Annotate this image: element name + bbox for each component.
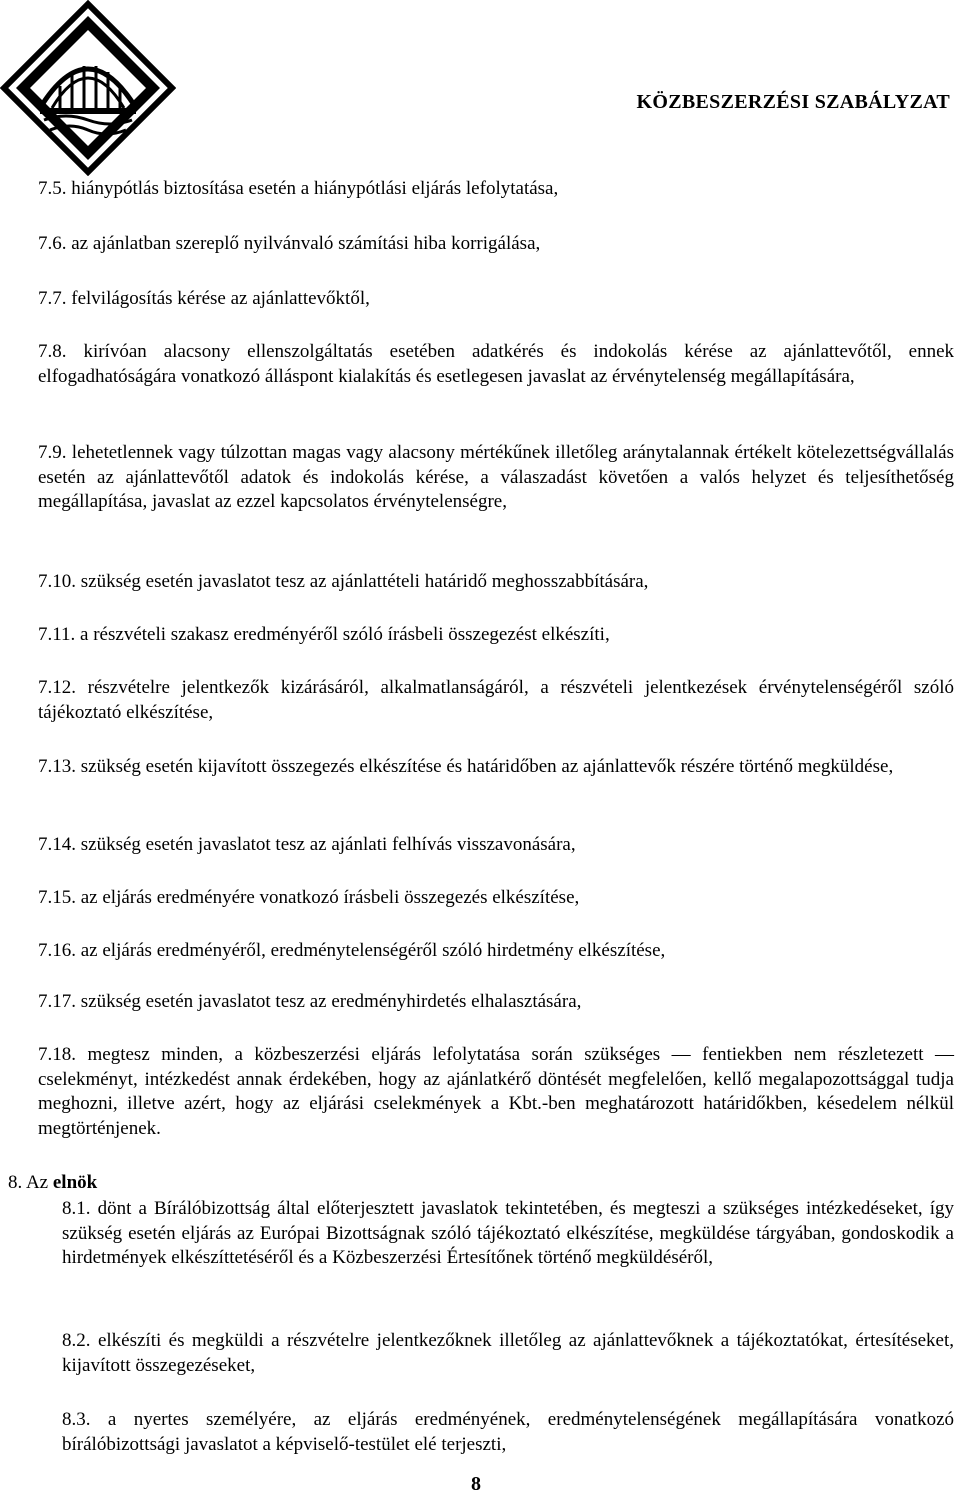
item-text: szükség esetén javaslatot tesz az ajánlattételi határidő meghosszabbítására, [80, 571, 649, 592]
item-number: 7.7. [38, 288, 67, 309]
item-text: kirívóan alacsony ellenszolgáltatás esetében adatkérés és indokolás kérése az ajánlattevőtől, ennek elfogadhatóságára vonatkozó álláspont kialakítás és esetlegesen javaslat az érvénytelenség megállapítására, [38, 341, 955, 387]
item-text: a nyertes személyére, az eljárás eredményének, eredménytelenségének megállapítására vonatkozó bírálóbizottsági javaslatot a képviselő-testület elé terjeszti, [62, 1409, 954, 1455]
list-item [38, 177, 558, 202]
page-number: 8 [471, 1473, 481, 1495]
item-number: 7.17. [38, 991, 76, 1012]
section-number: 8. Az [8, 1172, 49, 1193]
header-title: KÖZBESZERZÉSI SZABÁLYZAT [636, 91, 950, 113]
list-item [38, 676, 954, 725]
item-text: elkészíti és megküldi a részvételre jelentkezőknek illetőleg az ajánlattevőknek a tájékoztatókat, értesítéseket, kijavított összegezéseket, [62, 1330, 955, 1376]
item-text: szükség esetén kijavított összegezés elkészítése és határidőben az ajánlattevők részére történő megküldése, [80, 756, 894, 777]
item-text: megtesz minden, a közbeszerzési eljárás lefolytatása során szükséges — fentiekben nem részletezett — cselekményt, intézkedést annak érdekében, hogy az ajánlatkérő döntését megfelelően, kellő megalapozottsággal tudja meghozni, illetve azért, hogy az eljárási cselekmények a Kbt.-ben meghatározott határidőkben, késedelem nélkül megtörténjenek. [38, 1044, 955, 1139]
item-number: 7.15. [38, 887, 76, 908]
item-text: szükség esetén javaslatot tesz az eredményhirdetés elhalasztására, [80, 991, 582, 1012]
section-heading [8, 1171, 97, 1196]
item-number: 8.1. [62, 1198, 91, 1219]
item-number: 7.14. [38, 834, 76, 855]
item-number: 7.13. [38, 756, 76, 777]
item-number: 7.16. [38, 940, 76, 961]
item-text: az eljárás eredményére vonatkozó írásbeli összegezés elkészítése, [80, 887, 580, 908]
item-text: dönt a Bírálóbizottság által előterjesztett javaslatok tekintetében, és megteszi a szükséges intézkedéseket, így szükség esetén eljárás az Európai Bizottságnak szóló tájékoztató elkészítése, megküldése tárgyában, gondoskodik a hirdetmények elkészíttetéséről és a Közbeszerzési Értesítőnek történő megküldéséről, [62, 1198, 954, 1268]
item-number: 7.6. [38, 233, 67, 254]
list-item [38, 990, 581, 1015]
list-item [38, 232, 540, 257]
municipal-crest-icon [0, 0, 176, 176]
list-item [38, 833, 576, 858]
item-number: 7.10. [38, 571, 76, 592]
item-text: az ajánlatban szereplő nyilvánvaló számítási hiba korrigálása, [71, 233, 541, 254]
item-number: 7.12. [38, 677, 76, 698]
list-item [62, 1329, 954, 1378]
list-item [62, 1197, 954, 1271]
item-text: hiánypótlás biztosítása esetén a hiánypótlási eljárás lefolytatása, [71, 178, 559, 199]
section-title: elnök [52, 1172, 98, 1193]
list-item [38, 340, 954, 389]
list-item [38, 441, 954, 515]
list-item [38, 287, 370, 312]
list-item [38, 755, 954, 780]
list-item [38, 939, 665, 964]
item-number: 7.11. [38, 624, 76, 645]
list-item [38, 570, 648, 595]
list-item [38, 1043, 954, 1141]
item-text: az eljárás eredményéről, eredménytelenségéről szóló hirdetmény elkészítése, [80, 940, 666, 961]
item-text: szükség esetén javaslatot tesz az ajánlati felhívás visszavonására, [80, 834, 576, 855]
item-text: felvilágosítás kérése az ajánlattevőktől, [71, 288, 370, 309]
list-item [38, 886, 579, 911]
list-item [62, 1408, 954, 1457]
item-number: 7.8. [38, 341, 67, 362]
item-number: 7.9. [38, 442, 67, 463]
item-number: 7.5. [38, 178, 67, 199]
list-item [38, 623, 610, 648]
item-number: 8.2. [62, 1330, 91, 1351]
item-text: részvételre jelentkezők kizárásáról, alkalmatlanságáról, a részvételi jelentkezések érvénytelenségéről szóló tájékoztató elkészítése, [38, 677, 954, 723]
item-number: 8.3. [62, 1409, 91, 1430]
item-text: a részvételi szakasz eredményéről szóló írásbeli összegezést elkészíti, [80, 624, 610, 645]
item-text: lehetetlennek vagy túlzottan magas vagy alacsony mértékűnek illetőleg aránytalannak értékelt kötelezettségvállalás esetén az ajánlattevőtől adatok és indokolás kérése, a válaszadást követően a valós helyzet és teljesíthetőség megállapítása, javaslat az ezzel kapcsolatos érvénytelenségre, [38, 442, 954, 512]
item-number: 7.18. [38, 1044, 76, 1065]
